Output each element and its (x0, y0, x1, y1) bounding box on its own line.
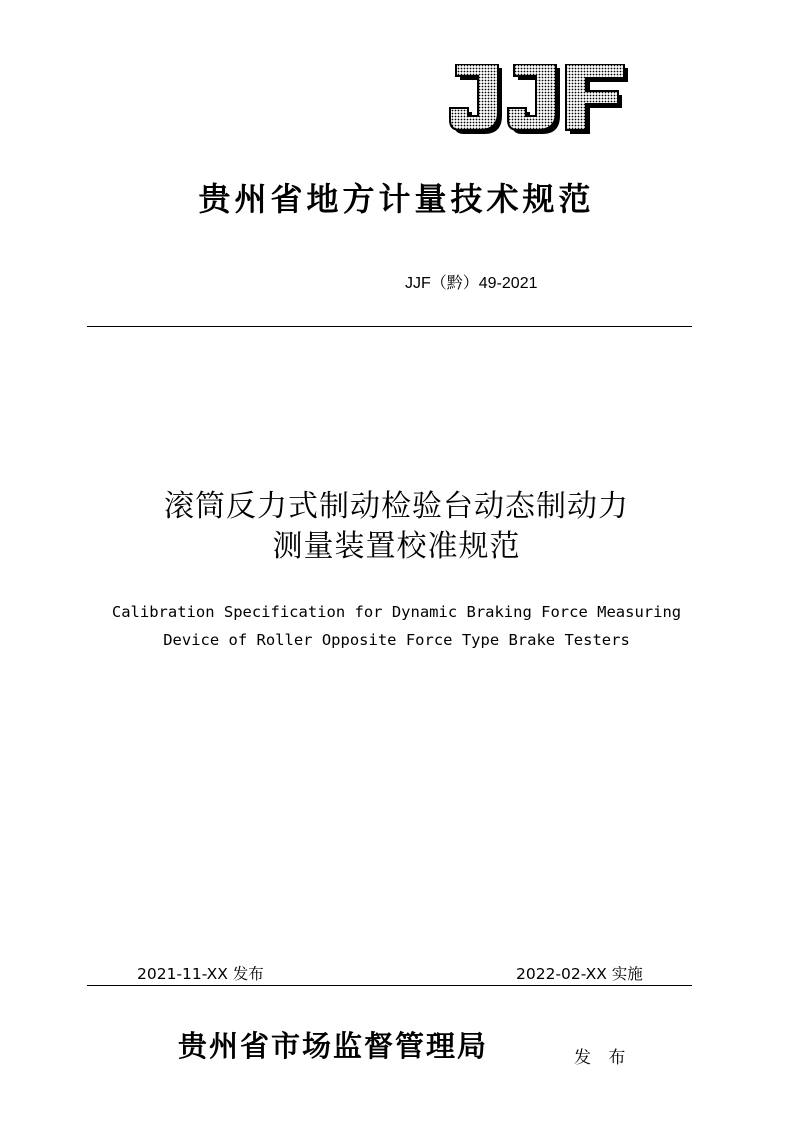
footer-divider (87, 985, 692, 986)
issuing-authority: 贵州省市场监督管理局 (178, 1029, 489, 1063)
document-title-line-2: 测量装置校准规范 (272, 529, 521, 564)
jjf-logo (448, 64, 632, 140)
release-date: 2021-11-XX 发布 (137, 965, 264, 983)
document-code: JJF（黔）49-2021 (405, 275, 538, 292)
document-title-line-1: 滚筒反力式制动检验台动态制动力 (164, 489, 629, 524)
issue-label: 发 布 (574, 1048, 632, 1068)
regulation-category: 贵州省地方计量技术规范 (198, 180, 595, 218)
implementation-date: 2022-02-XX 实施 (516, 965, 643, 983)
header-divider (87, 326, 692, 327)
english-title-line-2: Device of Roller Opposite Force Type Brake Testers (163, 631, 630, 649)
english-title-line-1: Calibration Specification for Dynamic Braking Force Measuring (111, 603, 682, 621)
